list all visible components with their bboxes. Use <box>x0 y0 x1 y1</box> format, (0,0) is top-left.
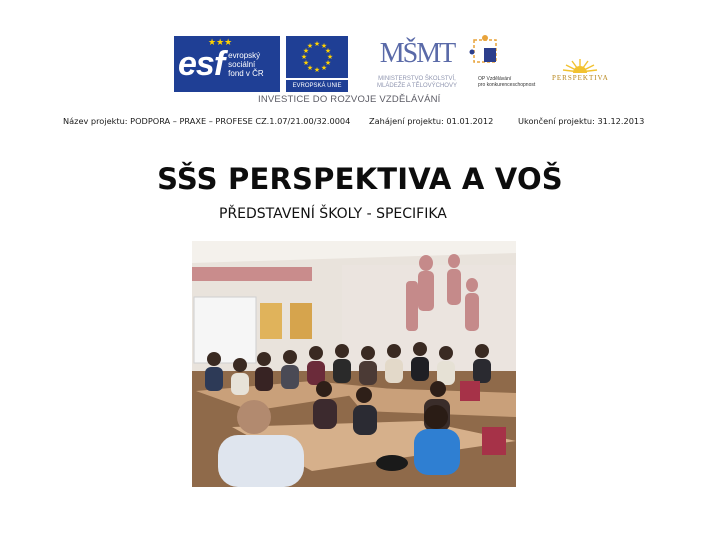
svg-text:★: ★ <box>320 42 328 50</box>
esf-logo <box>174 36 280 92</box>
svg-text:★: ★ <box>302 59 310 67</box>
svg-text:★: ★ <box>320 64 328 72</box>
esf-mark: esf <box>178 44 225 83</box>
esf-line-2: sociální <box>228 59 256 69</box>
logo-strip <box>172 30 622 110</box>
svg-text:★: ★ <box>306 42 314 50</box>
project-end: Ukončení projektu: 31.12.2013 <box>518 116 645 126</box>
op-caption <box>478 76 538 88</box>
op-logo <box>466 32 538 96</box>
svg-text:★: ★ <box>324 47 332 55</box>
eu-logo <box>286 36 348 92</box>
svg-text:★: ★ <box>313 66 321 74</box>
slide-title: SŠS PERSPEKTIVA A VOŠ <box>157 162 563 196</box>
svg-text:★: ★ <box>300 53 308 61</box>
op-line-2: pro konkurenceschopnost <box>478 82 536 88</box>
op-line-1: OP Vzdělávání <box>478 76 512 82</box>
msmt-line-1: MINISTERSTVO ŠKOLSTVÍ, <box>378 76 456 82</box>
svg-text:★: ★ <box>302 47 310 55</box>
msmt-logo <box>372 32 462 96</box>
msmt-line-2: MLÁDEŽE A TĚLOVÝCHOVY <box>377 83 457 89</box>
esf-line-1: evropský <box>228 50 261 60</box>
op-puzzle-icon <box>466 32 506 72</box>
esf-stars-icon: ★★★ <box>208 38 233 48</box>
eu-label: EVROPSKÁ UNIE <box>286 80 348 92</box>
project-start: Zahájení projektu: 01.01.2012 <box>369 116 494 126</box>
eu-flag-icon <box>286 36 348 78</box>
svg-text:★: ★ <box>313 40 321 48</box>
esf-line-3: fond v ČR <box>228 68 264 78</box>
perspektiva-text: PERSPEKTIVA <box>552 74 609 82</box>
slide-subtitle: PŘEDSTAVENÍ ŠKOLY - SPECIFIKA <box>219 206 447 222</box>
project-name: Název projektu: PODPORA – PRAXE – PROFESE CZ.1.07/21.00/32.0004 <box>63 116 351 126</box>
msmt-caption <box>372 76 462 90</box>
svg-text:★: ★ <box>326 53 334 61</box>
svg-text:★: ★ <box>324 59 332 67</box>
classroom-photo <box>192 241 516 487</box>
msmt-mark: MŠMT <box>379 38 455 69</box>
esf-caption <box>224 51 264 78</box>
perspektiva-logo <box>550 56 620 86</box>
investice-tagline: INVESTICE DO ROZVOJE VZDĚLÁVÁNÍ <box>258 94 441 105</box>
svg-text:★: ★ <box>306 64 314 72</box>
sun-icon <box>550 56 620 76</box>
